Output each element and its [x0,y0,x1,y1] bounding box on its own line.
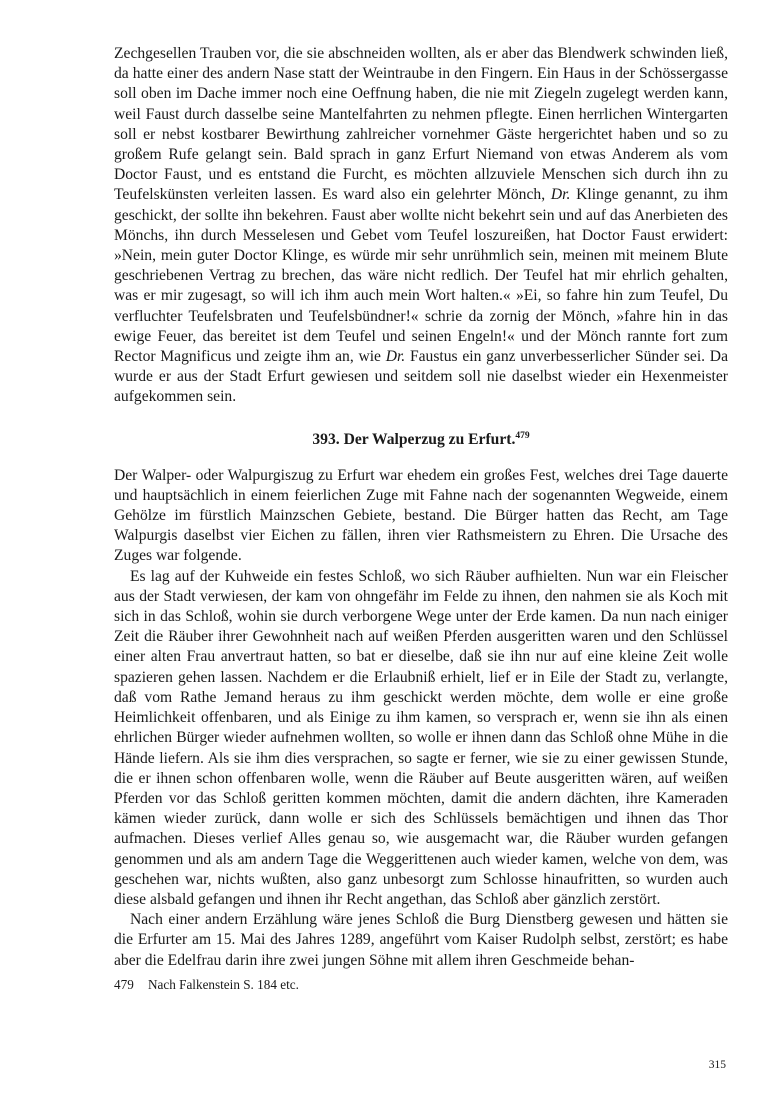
footnote-number: 479 [114,976,134,992]
page-body [114,44,728,994]
footnote-text: Nach Falkenstein S. 184 etc. [148,976,299,992]
paragraph-intro: Der Walper- oder Walpurgiszug zu Erfurt war ehedem ein großes Fest, welches drei Tage dauerte und hauptsächlich in einem feierlichen Zuge mit Fahne nach der sogenannten Wegweide, einem Gehölze im fürstlich Mainzschen Gebiete, bestand. Die Bürger hatten das Recht, am Tage Walpurgis daselbst vier Eichen zu fällen, ihren vier Rathsmeistern zu Ehren. Die Ursache des Zuges war folgende. [114,466,728,565]
paragraph-story: Es lag auf der Kuhweide ein festes Schloß, wo sich Räuber aufhielten. Nun war ein Fleischer aus der Stadt verwiesen, der kam von ohngefähr im Felde zu ihnen, den nahmen sie als Koch mit sich in das Schloß, wohin sie durch verborgene Wege unter der Erde kamen. Da nun nach einiger Zeit die Räuber ihrer Gewohnheit nach auf weißen Pferden ausgeritten waren und den Schlüssel einer alten Frau anvertraut hatten, so bat er dieselbe, daß sie ihn nur auf eine kleine Zeit wolle spazieren gehen lassen. Nachdem er die Erlaubniß erhielt, lief er in Eile der Stadt zu, verlangte, daß vom Rathe Jemand heraus zu ihm geschickt werden möchte, dem wolle er eine große Heimlichkeit offenbaren, und als Einige zu ihm kamen, so versprach er, wenn sie ihn als einen ehrlichen Bürger wieder aufnehmen wollten, so wolle er ihnen dann das Schloß ohne Mühe in die Hände liefern. Als sie ihm dies versprachen, so sagte er ferner, wie sie zu einer gewissen Stunde, die er ihnen schon offenbaren wolle, wenn die Räuber auf Beute ausgeritten wären, auf weißen Pferden vor das Schloß geritten kommen möchten, damit die andern dächten, ihre Kameraden kämen wieder zurück, dann wolle er sich des Schlüssels bemächtigen und ihnen das Thor aufmachen. Dieses verlief Alles genau so, wie ausgemacht war, die Räuber wurden gefangen genommen und als am andern Tage die Weggerittenen auch wieder kamen, welche von dem, was geschehen war, nichts wußten, also ganz unbesorgt zum Schlosse hinaufritten, so wurden auch diese alsbald gefangen und ihnen ihr Recht angethan, das Schloß aber gänzlich zerstört. [114,567,728,908]
footnote-ref[interactable]: 479 [515,430,530,441]
page-number: 315 [708,1059,726,1071]
paragraph-faust-ending: Zechgesellen Trauben vor, die sie abschneiden wollten, als er aber das Blendwerk schwinden ließ, da hatte einer des andern Nase statt der Weintraube in den Fingern. Ein Haus in der Schössergasse soll oben im Dache immer noch eine Oeffnung haben, die nie mit Ziegeln zugelegt werden kann, weil Faust durch dasselbe seine Mantelfahrten zu nehmen pflegte. Einen herrlichen Wintergarten soll er nebst kostbarer Bewirthung zahlreicher vornehmer Gäste hergerichtet haben und so zu großem Rufe gelangt sein. Bald sprach in ganz Erfurt Niemand von etwas Anderem als vom Doctor Faust, und es entstand die Furcht, es möchten allzuviele Menschen sich durch ihn zu Teufelskünsten verleiten lassen. Es ward also ein gelehrter Mönch, Dr. Klinge genannt, zu ihm geschickt, der sollte ihn bekehren. Faust aber wollte nicht bekehrt sein und auf das Anerbieten des Mönchs, ihn durch Messelesen und Gebet vom Teufel loszureißen, hat Doctor Faust erwidert: »Nein, mein guter Doctor Klinge, es würde mir sehr unrühmlich sein, meinen mit meinem Blute geschriebenen Vertrag zu brechen, das wäre nicht redlich. Der Teufel hat mir ehrlich gehalten, was er mir zugesagt, so will ich ihm auch mein Wort halten.« »Ei, so fahre hin zum Teufel, Du verfluchter Teufelsbraten und Teufelsbündner!« schrie da zornig der Mönch, »fahre hin in das ewige Feuer, das bereitet ist dem Teufel und seinen Engeln!« und der Mönch rannte fort zum Rector Magnificus und zeigte ihm an, wie Dr. Faustus ein ganz unverbesserlicher Sünder sei. Da wurde er aus der Stadt Erfurt gewiesen und seitdem soll nie daselbst wieder ein Hexenmeister aufgekommen sein. [114,45,728,406]
abbrev-dr-2: Dr. [385,348,406,366]
footnote [114,976,728,994]
section-heading: 393. Der Walperzug zu Erfurt.$^{479}$ [312,430,530,448]
abbrev-dr: Dr. [550,186,571,204]
paragraph-alternate: Nach einer andern Erzählung wäre jenes Schloß die Burg Dienstberg gewesen und hätten sie die Erfurter am 15. Mai des Jahres 1289, angeführt vom Kaiser Rudolph selbst, zerstört; es habe aber die Edelfrau darin ihre zwei jungen Söhne mit allem ihren Geschmeide behan- [114,911,728,969]
